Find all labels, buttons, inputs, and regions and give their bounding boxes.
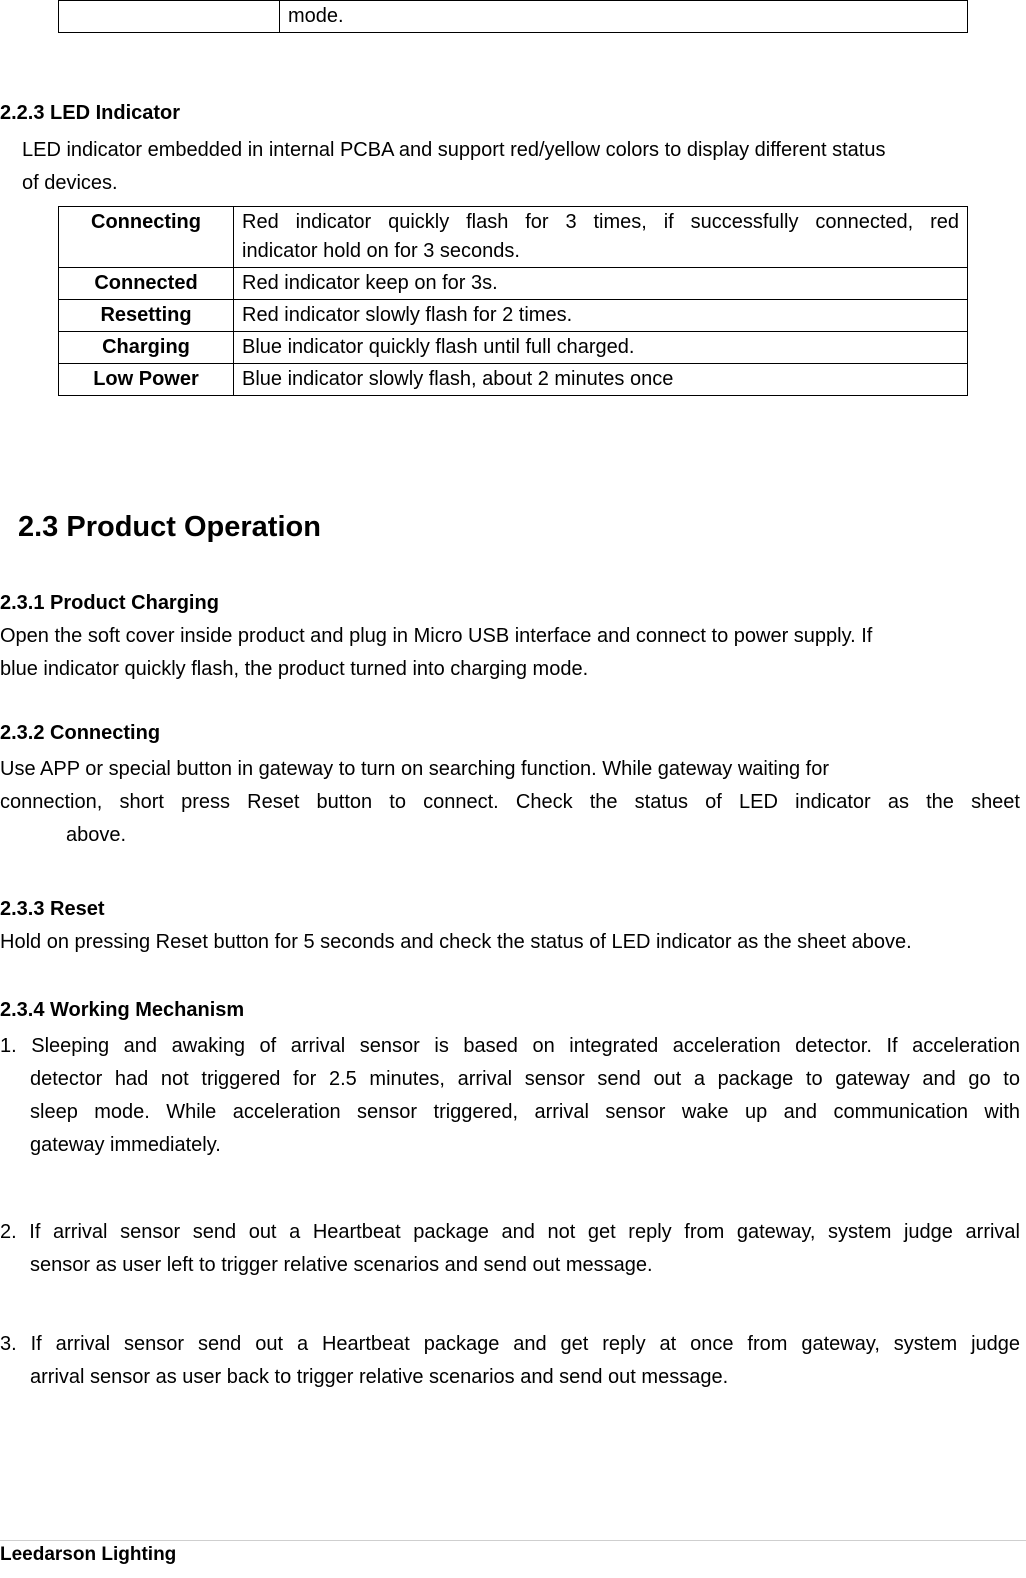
- paragraph-line: connection, short press Reset button to connect. Check the status of LED indicator as the sheet: [0, 791, 1020, 813]
- mechanism-item-1: [0, 1030, 1020, 1162]
- charging-paragraph: [0, 620, 1020, 686]
- charging-heading: 2.3.1 Product Charging: [0, 592, 219, 614]
- paragraph-line: gateway immediately.: [30, 1134, 221, 1156]
- led-desc-cell: Red indicator keep on for 3s.: [234, 268, 968, 300]
- section-title: 2.3 Product Operation: [18, 511, 321, 543]
- table-cell: mode.: [280, 1, 968, 33]
- led-intro-line: of devices.: [22, 172, 118, 194]
- led-indicator-heading: 2.2.3 LED Indicator: [0, 102, 181, 124]
- led-state-cell: Charging: [59, 332, 234, 364]
- reset-paragraph: [0, 926, 1020, 959]
- table-row: [59, 364, 968, 396]
- paragraph-line: arrival sensor as user back to trigger relative scenarios and send out message.: [30, 1366, 729, 1388]
- paragraph-line: 2. If arrival sensor send out a Heartbeat package and not get reply from gateway, system judge arrival: [0, 1221, 1020, 1243]
- connecting-paragraph: [0, 753, 1020, 852]
- paragraph-line: sensor as user left to trigger relative scenarios and send out message.: [30, 1254, 653, 1276]
- paragraph-line: 3. If arrival sensor send out a Heartbeat package and get reply at once from gateway, system judge: [0, 1333, 1020, 1355]
- table-cell: [59, 1, 280, 33]
- paragraph-line: blue indicator quickly flash, the product turned into charging mode.: [0, 658, 589, 680]
- continued-table: [58, 0, 968, 33]
- led-desc-cell: Blue indicator quickly flash until full charged.: [234, 332, 968, 364]
- mechanism-item-2: [0, 1216, 1020, 1282]
- paragraph-line: detector had not triggered for 2.5 minutes, arrival sensor send out a package to gateway and go to: [30, 1068, 1020, 1090]
- led-state-cell: Low Power: [59, 364, 234, 396]
- led-desc-cell: Red indicator slowly flash for 2 times.: [234, 300, 968, 332]
- paragraph-line: Use APP or special button in gateway to turn on searching function. While gateway waiting for: [0, 758, 829, 780]
- table-row: [59, 207, 968, 268]
- paragraph-line: 1. Sleeping and awaking of arrival sensor is based on integrated acceleration detector. If acceleration: [0, 1035, 1020, 1057]
- paragraph-line: Open the soft cover inside product and plug in Micro USB interface and connect to power supply. If: [0, 625, 873, 647]
- table-row: [59, 300, 968, 332]
- mechanism-heading: 2.3.4 Working Mechanism: [0, 999, 245, 1021]
- led-desc-cell: [234, 207, 968, 268]
- led-state-cell: Connecting: [59, 207, 234, 268]
- mechanism-item-3: [0, 1328, 1020, 1394]
- table-row: [59, 268, 968, 300]
- paragraph-line: Hold on pressing Reset button for 5 seconds and check the status of LED indicator as the sheet above.: [0, 931, 912, 953]
- paragraph-line: sleep mode. While acceleration sensor triggered, arrival sensor wake up and communication with: [30, 1101, 1020, 1123]
- led-status-table: [58, 206, 968, 396]
- table-row: [59, 1, 968, 33]
- reset-heading: 2.3.3 Reset: [0, 898, 105, 920]
- led-desc-cell: Blue indicator slowly flash, about 2 minutes once: [234, 364, 968, 396]
- paragraph-line: above.: [66, 824, 127, 846]
- led-desc-line: Red indicator quickly flash for 3 times, if successfully connected, red: [242, 211, 959, 233]
- led-desc-line: indicator hold on for 3 seconds.: [242, 240, 520, 262]
- table-row: [59, 332, 968, 364]
- led-intro-line: LED indicator embedded in internal PCBA and support red/yellow colors to display different status: [22, 139, 886, 161]
- connecting-heading: 2.3.2 Connecting: [0, 722, 161, 744]
- led-state-cell: Connected: [59, 268, 234, 300]
- led-intro: [22, 134, 1020, 200]
- footer-divider: [0, 1540, 1026, 1541]
- footer-company: Leedarson Lighting: [0, 1544, 177, 1565]
- led-state-cell: Resetting: [59, 300, 234, 332]
